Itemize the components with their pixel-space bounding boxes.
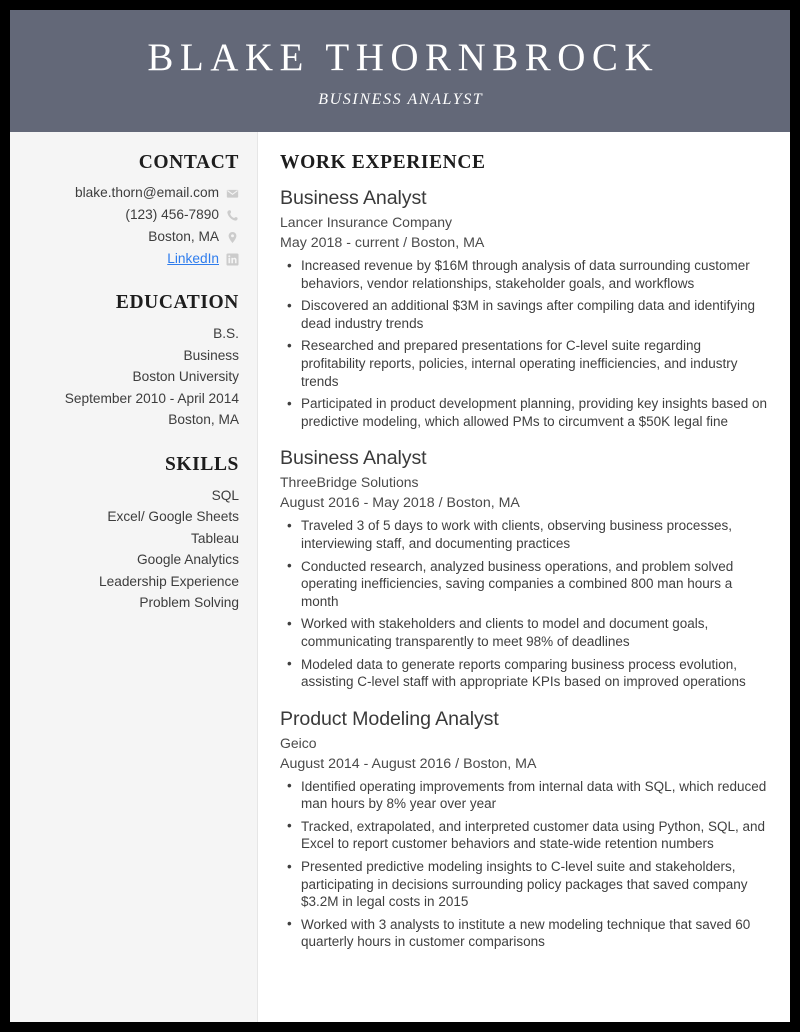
skill-item: Google Analytics: [137, 552, 239, 567]
education-dates: September 2010 - April 2014: [64, 390, 239, 406]
skill-item: SQL: [211, 487, 239, 503]
job-separator: /: [455, 755, 460, 772]
skill-item: Problem Solving: [139, 595, 239, 610]
education-school: Boston University: [132, 369, 239, 384]
contact-item-phone: [20, 205, 239, 225]
education-location: Boston, MA: [168, 412, 239, 427]
job-meta: [280, 754, 768, 775]
bullet-item: • Researched and prepared presentations for C-level suite regarding profitability reports, policies, internal operating inefficiencies, and industry trends: [280, 337, 768, 390]
job-entry: [280, 445, 768, 690]
bullet-item: • Traveled 3 of 5 days to work with clients, observing business processes, interviewing staff, and documenting practices: [280, 517, 768, 552]
work-experience-heading: WORK EXPERIENCE: [280, 152, 486, 173]
job-bullets: [280, 257, 768, 430]
location-text: Boston, MA: [148, 229, 219, 244]
bullet-item: • Tracked, extrapolated, and interpreted customer data using Python, SQL, and Excel to report customer behaviors and state-wide retention numbers: [280, 818, 768, 853]
location-pin-icon: [226, 231, 239, 244]
job-entry: [280, 185, 768, 430]
phone-icon: [226, 209, 239, 222]
job-location: Boston, MA: [411, 235, 485, 251]
candidate-job-title: BUSINESS ANALYST: [318, 90, 484, 108]
job-entry: [280, 706, 768, 951]
skill-item: Excel/ Google Sheets: [107, 509, 239, 524]
bullet-item: • Worked with 3 analysts to institute a new modeling technique that saved 60 quarterly hours in customer comparisons: [280, 916, 768, 951]
bullet-item: • Presented predictive modeling insights to C-level suite and stakeholders, participating in decisions surrounding policy packages that saved company $3.2M in legal costs in 2015: [280, 858, 768, 911]
linkedin-link[interactable]: LinkedIn: [167, 251, 219, 266]
job-company: ThreeBridge Solutions: [280, 474, 419, 491]
job-meta: [280, 233, 768, 254]
linkedin-icon[interactable]: [226, 253, 239, 266]
job-dates: August 2014 - August 2016: [280, 755, 452, 772]
job-bullets: [280, 778, 768, 951]
skills-section: [20, 454, 239, 614]
bullet-item: • Identified operating improvements from internal data with SQL, which reduced man hours by 8% year over year: [280, 778, 768, 813]
job-title: Business Analyst: [280, 187, 427, 209]
bullet-item: • Conducted research, analyzed business operations, and problem solved operating inefficiencies, saving companies a combined 800 man hours a month: [280, 558, 768, 611]
job-separator: /: [438, 495, 443, 512]
phone-text: (123) 456-7890: [125, 207, 219, 222]
contact-heading: CONTACT: [138, 152, 239, 173]
skill-item: Tableau: [191, 530, 239, 546]
job-meta: [280, 493, 768, 514]
envelope-icon: [226, 187, 239, 200]
bullet-item: • Participated in product development planning, providing key insights based on predictive modeling, which allowed PMs to circumvent a $50K legal fine: [280, 395, 768, 430]
job-company: Geico: [280, 734, 317, 751]
job-title: Product Modeling Analyst: [280, 707, 499, 730]
resume-header: [10, 10, 790, 132]
job-location: Boston, MA: [463, 755, 537, 772]
resume-page: [10, 10, 790, 1022]
sidebar: [10, 132, 258, 1022]
candidate-name: BLAKE THORNBROCK: [147, 36, 660, 80]
contact-section: [20, 152, 239, 269]
job-company: Lancer Insurance Company: [280, 214, 452, 230]
education-section: [20, 292, 239, 431]
skills-heading: SKILLS: [164, 453, 239, 475]
contact-item-email: [20, 183, 239, 203]
bullet-item: • Worked with stakeholders and clients to model and document goals, communicating transparently to meet 98% of deadlines: [280, 615, 768, 650]
bullet-item: • Discovered an additional $3M in savings after compiling data and identifying dead industry trends: [280, 297, 768, 332]
job-bullets: [280, 517, 768, 690]
bullet-item: • Modeled data to generate reports comparing business process evolution, assisting C-level staff with appropriate KPIs based on improved operations: [280, 656, 768, 691]
education-degree: B.S.: [213, 326, 239, 341]
resume-body: [10, 132, 790, 1022]
bullet-item: • Increased revenue by $16M through analysis of data surrounding customer behaviors, vendor relationships, stakeholder goals, and workflows: [280, 257, 768, 292]
education-field: Business: [183, 347, 239, 363]
contact-item-location: [20, 227, 239, 247]
job-title: Business Analyst: [280, 447, 427, 470]
education-heading: EDUCATION: [115, 292, 239, 313]
contact-item-linkedin[interactable]: [20, 249, 239, 269]
skill-item: Leadership Experience: [98, 573, 239, 589]
email-text: blake.thorn@email.com: [75, 185, 219, 200]
job-dates: May 2018 - current: [280, 235, 400, 251]
job-separator: /: [403, 235, 408, 251]
job-dates: August 2016 - May 2018: [280, 495, 435, 512]
main-column: [258, 132, 790, 1022]
job-location: Boston, MA: [446, 495, 520, 512]
